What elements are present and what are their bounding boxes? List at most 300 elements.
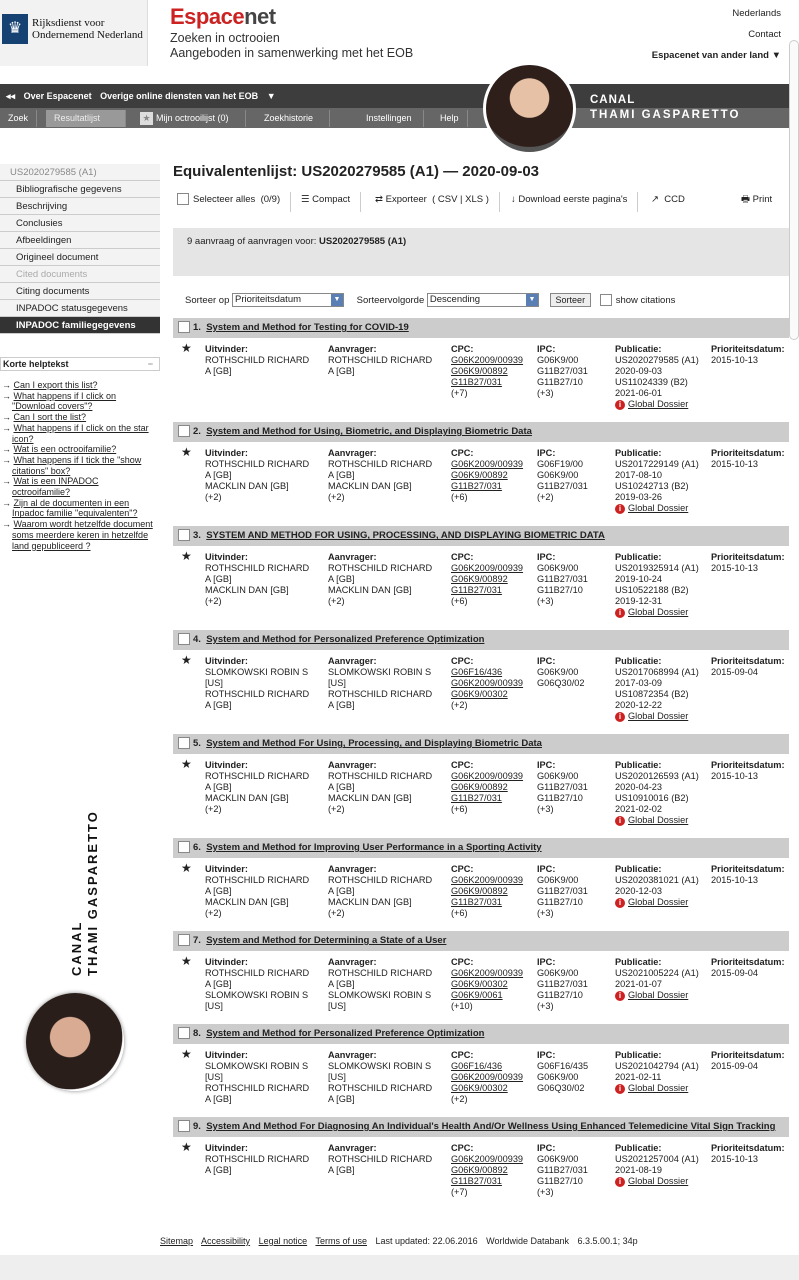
ipc-label: IPC: <box>537 552 556 562</box>
help-question[interactable] <box>0 519 156 551</box>
publication-label: Publicatie: <box>615 957 662 967</box>
applicant-label: Aanvrager: <box>328 552 377 562</box>
value-line: A [GB] <box>328 979 355 989</box>
entry-body <box>173 1137 789 1217</box>
footer-terms[interactable]: Terms of use <box>315 1236 367 1246</box>
sidebar-item-citing[interactable]: Citing documents <box>0 283 160 300</box>
value-line: US10872354 (B2) <box>615 689 689 699</box>
entry-number: 6. <box>193 842 201 853</box>
value-line: (+2) <box>205 492 222 502</box>
ipc <box>537 552 588 607</box>
value-line: 2020-12-22 <box>615 700 662 710</box>
download-label: Download eerste pagina's <box>518 194 628 205</box>
cpc-link[interactable]: G06F16/436 <box>451 1061 503 1071</box>
global-dossier-link[interactable] <box>615 503 699 514</box>
entry-title[interactable]: System and Method for Testing for COVID-19 <box>206 322 409 333</box>
star-icon: ★ <box>140 112 153 125</box>
cpc <box>451 344 523 399</box>
sidebar-item-inpadoc-family[interactable]: INPADOC familiegegevens <box>0 317 160 334</box>
applicant <box>328 1050 432 1105</box>
ipc <box>537 1143 588 1198</box>
publication-label: Publicatie: <box>615 344 662 354</box>
arrow-icon: → <box>2 380 14 390</box>
help-question-label: Can I export this list? <box>13 380 98 390</box>
value-line: MACKLIN DAN [GB] <box>205 793 289 803</box>
cpc <box>451 1050 523 1105</box>
publication <box>615 656 699 722</box>
entry-checkbox[interactable] <box>178 633 190 645</box>
global-dossier-link[interactable] <box>615 990 699 1001</box>
value-line: (+2) <box>205 596 222 606</box>
cpc-label: CPC: <box>451 864 474 874</box>
info-icon: i <box>615 1084 625 1094</box>
external-link-icon: ↗ <box>651 194 659 205</box>
sidebar-item-inpadoc-status[interactable]: INPADOC statusgegevens <box>0 300 160 317</box>
help-panel <box>0 357 160 551</box>
cpc-label: CPC: <box>451 656 474 666</box>
tab-results[interactable]: Resultatlijst <box>46 110 126 127</box>
publication <box>615 957 699 1001</box>
publication-label: Publicatie: <box>615 760 662 770</box>
cpc-link[interactable]: G06K9/00892 <box>451 886 508 896</box>
cpc-link[interactable]: G06K9/00302 <box>451 979 508 989</box>
priority-label: Prioriteitsdatum: <box>711 448 785 458</box>
footer-version: 6.3.5.00.1; 34p <box>577 1236 638 1246</box>
global-dossier-link[interactable] <box>615 711 699 722</box>
cpc-link[interactable]: G06K9/00892 <box>451 366 508 376</box>
ipc-label: IPC: <box>537 760 556 770</box>
value-line: (+2) <box>205 908 222 918</box>
value-line: G11B27/031 <box>537 366 588 376</box>
entry-checkbox[interactable] <box>178 425 190 437</box>
rvo-line2: Ondernemend Nederland <box>32 29 143 41</box>
cpc-link[interactable]: G06K2009/00939 <box>451 968 524 978</box>
info-icon: i <box>615 712 625 722</box>
tagline-2: Aangeboden in samenwerking met het EOB <box>170 46 414 60</box>
publication <box>615 1050 699 1094</box>
priority-label: Prioriteitsdatum: <box>711 760 785 770</box>
value-line: SLOMKOWSKI ROBIN S <box>328 1061 432 1071</box>
value-line: A [GB] <box>205 366 232 376</box>
ipc-label: IPC: <box>537 344 556 354</box>
inventor <box>205 448 309 503</box>
tab-my-list[interactable] <box>132 110 246 127</box>
value-line: MACKLIN DAN [GB] <box>328 481 412 491</box>
cpc-link[interactable]: G06K2009/00939 <box>451 1072 524 1082</box>
value-line: A [GB] <box>328 1165 355 1175</box>
value-line: G06K9/00 <box>537 1154 579 1164</box>
global-dossier-link[interactable] <box>615 1176 699 1187</box>
entry-checkbox[interactable] <box>178 737 190 749</box>
global-dossier-label: Global Dossier <box>628 1176 689 1186</box>
sidebar-item-biblio[interactable]: Bibliografische gegevens <box>0 181 160 198</box>
select-all-checkbox[interactable] <box>177 193 189 205</box>
show-citations-checkbox[interactable] <box>600 294 612 306</box>
cpc-link[interactable]: G06K9/00302 <box>451 689 508 699</box>
publication-label: Publicatie: <box>615 656 662 666</box>
select-all-label: Selecteer alles <box>193 194 256 205</box>
entry-title[interactable]: SYSTEM AND METHOD FOR USING, PROCESSING, AND DISPLAYING BIOMETRIC DATA <box>206 530 605 541</box>
value-line: ROTHSCHILD RICHARD <box>328 875 433 885</box>
star-icon[interactable]: ★ <box>181 1140 192 1154</box>
export-button[interactable] <box>375 192 500 212</box>
value-line: (+2) <box>328 596 345 606</box>
entry-number: 7. <box>193 935 201 946</box>
value-line: 2017-08-10 <box>615 470 662 480</box>
entry-checkbox[interactable] <box>178 934 190 946</box>
sort-row <box>173 293 789 307</box>
help-question[interactable] <box>0 455 156 476</box>
value-line: MACKLIN DAN [GB] <box>328 897 412 907</box>
cpc-link[interactable]: G06K9/00892 <box>451 1165 508 1175</box>
cpc-link[interactable]: G06K2009/00939 <box>451 678 524 688</box>
value-line: (+3) <box>537 1187 554 1197</box>
value-line: ROTHSCHILD RICHARD <box>328 771 433 781</box>
result-entry <box>173 526 789 626</box>
inventor-label: Uitvinder: <box>205 957 248 967</box>
download-icon: ↓ <box>511 194 516 205</box>
entry-header <box>173 526 789 546</box>
global-dossier-link[interactable] <box>615 1083 699 1094</box>
cpc-more: (+10) <box>451 1001 473 1011</box>
select-all[interactable] <box>177 192 291 212</box>
applicant-label: Aanvrager: <box>328 864 377 874</box>
sidebar-item-claims[interactable]: Conclusies <box>0 215 160 232</box>
entry-title[interactable]: System and Method for Personalized Preference Optimization <box>206 1028 485 1039</box>
cpc-link[interactable]: G06K9/00892 <box>451 782 508 792</box>
value-line: G06Q30/02 <box>537 678 585 688</box>
value-line: G11B27/10 <box>537 990 583 1000</box>
value-line: (+3) <box>537 1001 554 1011</box>
entry-header <box>173 630 789 650</box>
value-line: US2021005224 (A1) <box>615 968 699 978</box>
global-dossier-label: Global Dossier <box>628 607 689 617</box>
cpc-more: (+6) <box>451 908 468 918</box>
sort-field-select[interactable] <box>232 293 344 307</box>
entry-checkbox[interactable] <box>178 321 190 333</box>
star-icon[interactable]: ★ <box>181 757 192 771</box>
global-dossier-link[interactable] <box>615 607 699 618</box>
export-icon: ⇄ <box>375 194 383 205</box>
link-language[interactable]: Nederlands <box>732 8 781 19</box>
value-line: G06K9/00 <box>537 875 579 885</box>
cpc-label: CPC: <box>451 1050 474 1060</box>
global-dossier-label: Global Dossier <box>628 399 689 409</box>
value-line: SLOMKOWSKI ROBIN S <box>205 990 309 1000</box>
entry-checkbox[interactable] <box>178 529 190 541</box>
value-line: MACKLIN DAN [GB] <box>205 897 289 907</box>
priority <box>711 760 785 782</box>
entry-checkbox[interactable] <box>178 1027 190 1039</box>
applicant <box>328 760 432 815</box>
rvo-logo[interactable] <box>0 0 148 66</box>
tab-search[interactable]: Zoek <box>0 110 37 127</box>
sort-order-select[interactable] <box>427 293 539 307</box>
applicant-label: Aanvrager: <box>328 1050 377 1060</box>
value-line: G11B27/031 <box>537 481 588 491</box>
entry-number: 8. <box>193 1028 201 1039</box>
star-icon[interactable]: ★ <box>181 341 192 355</box>
entry-header <box>173 931 789 951</box>
value-line: (+3) <box>537 804 554 814</box>
value-line: A [GB] <box>328 700 355 710</box>
cpc-link[interactable]: G06K2009/00939 <box>451 459 524 469</box>
avatar <box>483 62 576 155</box>
applicant <box>328 448 432 503</box>
entry-checkbox[interactable] <box>178 1120 190 1132</box>
value-line: A [GB] <box>328 574 355 584</box>
ipc <box>537 760 588 815</box>
inventor <box>205 957 309 1012</box>
value-line: ROTHSCHILD RICHARD <box>205 1154 310 1164</box>
ipc <box>537 1050 588 1094</box>
cpc-link[interactable]: G11B27/031 <box>451 793 502 803</box>
sidebar-item-description[interactable]: Beschrijving <box>0 198 160 215</box>
ccd-button[interactable] <box>651 192 685 212</box>
value-line: 2021-02-11 <box>615 1072 662 1082</box>
ipc <box>537 448 588 503</box>
cpc-link[interactable]: G06K9/00892 <box>451 574 508 584</box>
global-dossier-link[interactable] <box>615 815 699 826</box>
value-line: US2021257004 (A1) <box>615 1154 699 1164</box>
info-icon: i <box>615 1177 625 1187</box>
priority-date: 2015-10-13 <box>711 875 758 885</box>
value-line: US10910016 (B2) <box>615 793 689 803</box>
list-icon: ☰ <box>301 194 310 205</box>
ipc <box>537 344 588 399</box>
global-dossier-label: Global Dossier <box>628 711 689 721</box>
global-dossier-link[interactable] <box>615 399 699 410</box>
tab-help[interactable]: Help <box>432 110 468 127</box>
cpc-link[interactable]: G06K2009/00939 <box>451 563 524 573</box>
applicant <box>328 552 432 607</box>
star-icon[interactable]: ★ <box>181 954 192 968</box>
cpc <box>451 1143 523 1198</box>
sidebar-item-original[interactable]: Origineel document <box>0 249 160 266</box>
value-line: G06K9/00 <box>537 968 579 978</box>
footer-sitemap[interactable]: Sitemap <box>160 1236 194 1246</box>
help-question-label: What happens if I click on "Download covers"? <box>12 390 117 412</box>
priority <box>711 864 785 886</box>
global-dossier-link[interactable] <box>615 897 699 908</box>
value-line: G11B27/031 <box>537 1165 588 1175</box>
star-icon[interactable]: ★ <box>181 861 192 875</box>
entry-title[interactable]: System and Method for Personalized Preference Optimization <box>206 634 485 645</box>
minimize-icon[interactable]: − <box>147 359 153 369</box>
value-line: A [GB] <box>205 700 232 710</box>
compact-label: Compact <box>312 194 351 205</box>
bottom-strip <box>0 1255 799 1280</box>
help-list <box>0 380 160 551</box>
cpc-link[interactable]: G11B27/031 <box>451 1176 502 1186</box>
value-line: 2021-08-19 <box>615 1165 662 1175</box>
priority-label: Prioriteitsdatum: <box>711 1050 785 1060</box>
scrollbar[interactable] <box>789 40 799 340</box>
value-line: ROTHSCHILD RICHARD <box>205 689 310 699</box>
entry-body <box>173 1044 789 1124</box>
priority <box>711 448 785 470</box>
inventor-label: Uitvinder: <box>205 1143 248 1153</box>
value-line: ROTHSCHILD RICHARD <box>328 459 433 469</box>
cpc-label: CPC: <box>451 957 474 967</box>
publication-label: Publicatie: <box>615 552 662 562</box>
star-icon[interactable]: ★ <box>181 1047 192 1061</box>
link-other-country[interactable] <box>652 45 781 66</box>
help-question[interactable] <box>0 391 156 412</box>
nav-item-other-services[interactable]: Overige online diensten van het EOB <box>100 91 259 101</box>
header <box>0 0 799 70</box>
entry-title[interactable]: System And Method For Diagnosing An Individual's Health And/Or Wellness Using Enhanced Telemedicine Vital Sign Tracking <box>206 1121 776 1132</box>
entry-number: 9. <box>193 1121 201 1132</box>
value-line: (+2) <box>328 492 345 502</box>
inventor <box>205 760 309 815</box>
arrow-icon: → <box>2 519 14 530</box>
ccd-label: CCD <box>664 194 685 205</box>
help-question-label: What happens if I click on the star icon? <box>12 422 149 444</box>
entry-body <box>173 442 789 522</box>
value-line: G06K9/00 <box>537 771 579 781</box>
arrow-icon: → <box>2 422 14 433</box>
help-question[interactable] <box>0 476 156 497</box>
entry-title[interactable]: System and Method For Using, Processing, and Displaying Biometric Data <box>206 738 542 749</box>
sidebar-item-doc[interactable]: US2020279585 (A1) <box>0 164 160 181</box>
tab-settings[interactable]: Instellingen <box>358 110 424 127</box>
cpc-link[interactable]: G06K2009/00939 <box>451 1154 524 1164</box>
cpc <box>451 656 523 711</box>
tagline-1: Zoeken in octrooien <box>170 31 280 45</box>
value-line: G06K9/00 <box>537 563 579 573</box>
cpc-link[interactable]: G11B27/031 <box>451 897 502 907</box>
entry-title[interactable]: System and Method for Determining a State of a User <box>206 935 447 946</box>
applicant-label: Aanvrager: <box>328 760 377 770</box>
cpc-more: (+6) <box>451 804 468 814</box>
priority-date: 2015-10-13 <box>711 563 758 573</box>
help-question-label: Wat is een INPADOC octrooifamilie? <box>12 476 99 498</box>
entry-header <box>173 734 789 754</box>
priority <box>711 957 785 979</box>
info-icon: i <box>615 400 625 410</box>
inventor-label: Uitvinder: <box>205 552 248 562</box>
info-icon: i <box>615 898 625 908</box>
cpc-link[interactable]: G06K2009/00939 <box>451 771 524 781</box>
download-button[interactable] <box>511 192 638 212</box>
cpc-link[interactable]: G11B27/031 <box>451 377 502 387</box>
page-title: Equivalentenlijst: US2020279585 (A1) — 2020-09-03 <box>173 163 540 180</box>
value-line: A [GB] <box>205 979 232 989</box>
value-line: 2017-03-09 <box>615 678 662 688</box>
cpc-link[interactable]: G11B27/031 <box>451 585 502 595</box>
vertical-channel-line2: THAMI GASPARETTO <box>85 810 100 976</box>
tab-history[interactable]: Zoekhistorie <box>256 110 330 127</box>
result-entry <box>173 1117 789 1217</box>
star-icon[interactable]: ★ <box>181 549 192 563</box>
value-line: G06F16/435 <box>537 1061 589 1071</box>
cpc-link[interactable]: G06F16/436 <box>451 667 503 677</box>
print-button[interactable] <box>741 192 772 212</box>
export-format: ( CSV | XLS ) <box>432 194 489 205</box>
footer <box>160 1236 644 1246</box>
entry-number: 4. <box>193 634 201 645</box>
tab-my-list-label: Mijn octrooilijst (0) <box>156 113 229 123</box>
cpc-link[interactable]: G06K9/00892 <box>451 470 508 480</box>
priority <box>711 344 785 366</box>
help-question[interactable] <box>0 423 156 444</box>
global-dossier-label: Global Dossier <box>628 990 689 1000</box>
cpc-link[interactable]: G06K2009/00939 <box>451 355 524 365</box>
sort-button[interactable]: Sorteer <box>550 293 592 307</box>
help-question[interactable] <box>0 498 156 519</box>
link-contact[interactable]: Contact <box>748 29 781 40</box>
footer-accessibility[interactable]: Accessibility <box>201 1236 251 1246</box>
value-line: ROTHSCHILD RICHARD <box>328 968 433 978</box>
select-count: (0/9) <box>260 194 281 205</box>
inventor-label: Uitvinder: <box>205 760 248 770</box>
vertical-channel-line1: CANAL <box>69 920 84 976</box>
value-line: MACKLIN DAN [GB] <box>328 585 412 595</box>
value-line: ROTHSCHILD RICHARD <box>205 771 310 781</box>
ipc-label: IPC: <box>537 957 556 967</box>
cpc-link[interactable]: G06K9/0061 <box>451 990 503 1000</box>
help-question[interactable] <box>0 380 156 391</box>
arrow-icon: → <box>2 497 14 508</box>
help-question[interactable] <box>0 412 156 423</box>
result-entry <box>173 630 789 730</box>
arrow-icon: → <box>2 476 14 487</box>
value-line: 2021-01-07 <box>615 979 662 989</box>
value-line: A [GB] <box>205 574 232 584</box>
nav-item-about[interactable]: Over Espacenet <box>23 91 92 101</box>
help-question[interactable] <box>0 444 156 455</box>
cpc-link[interactable]: G11B27/031 <box>451 481 502 491</box>
star-icon[interactable]: ★ <box>181 653 192 667</box>
result-entry <box>173 734 789 834</box>
entry-title[interactable]: System and Method for Improving User Performance in a Sporting Activity <box>206 842 542 853</box>
result-entry <box>173 318 789 418</box>
priority-label: Prioriteitsdatum: <box>711 656 785 666</box>
value-line: G11B27/031 <box>537 574 588 584</box>
value-line: US2017068994 (A1) <box>615 667 699 677</box>
value-line: 2020-04-23 <box>615 782 662 792</box>
entry-header <box>173 1117 789 1137</box>
entry-header <box>173 1024 789 1044</box>
sidebar-item-drawings[interactable]: Afbeeldingen <box>0 232 160 249</box>
applicant-label: Aanvrager: <box>328 957 377 967</box>
publication-label: Publicatie: <box>615 864 662 874</box>
help-question-label: Wat is een octrooifamilie? <box>13 444 117 455</box>
cpc-link[interactable]: G06K9/00302 <box>451 1083 508 1093</box>
star-icon[interactable]: ★ <box>181 445 192 459</box>
result-entry <box>173 422 789 522</box>
value-line: MACKLIN DAN [GB] <box>328 793 412 803</box>
entry-title[interactable]: System and Method for Using, Biometric, and Displaying Biometric Data <box>206 426 532 437</box>
entry-checkbox[interactable] <box>178 841 190 853</box>
cpc <box>451 448 523 503</box>
footer-legal[interactable]: Legal notice <box>258 1236 308 1246</box>
value-line: ROTHSCHILD RICHARD <box>205 459 310 469</box>
cpc-more: (+2) <box>451 700 468 710</box>
cpc-link[interactable]: G06K2009/00939 <box>451 875 524 885</box>
compact-button[interactable] <box>301 192 361 212</box>
value-line: 2019-03-26 <box>615 492 662 502</box>
value-line: US2019325914 (A1) <box>615 563 699 573</box>
value-line: ROTHSCHILD RICHARD <box>328 1154 433 1164</box>
value-line: US2020381021 (A1) <box>615 875 699 885</box>
global-dossier-label: Global Dossier <box>628 1083 689 1093</box>
value-line: ROTHSCHILD RICHARD <box>205 968 310 978</box>
espacenet-logo[interactable] <box>170 4 276 30</box>
value-line: A [GB] <box>328 470 355 480</box>
value-line: [US] <box>205 678 223 688</box>
